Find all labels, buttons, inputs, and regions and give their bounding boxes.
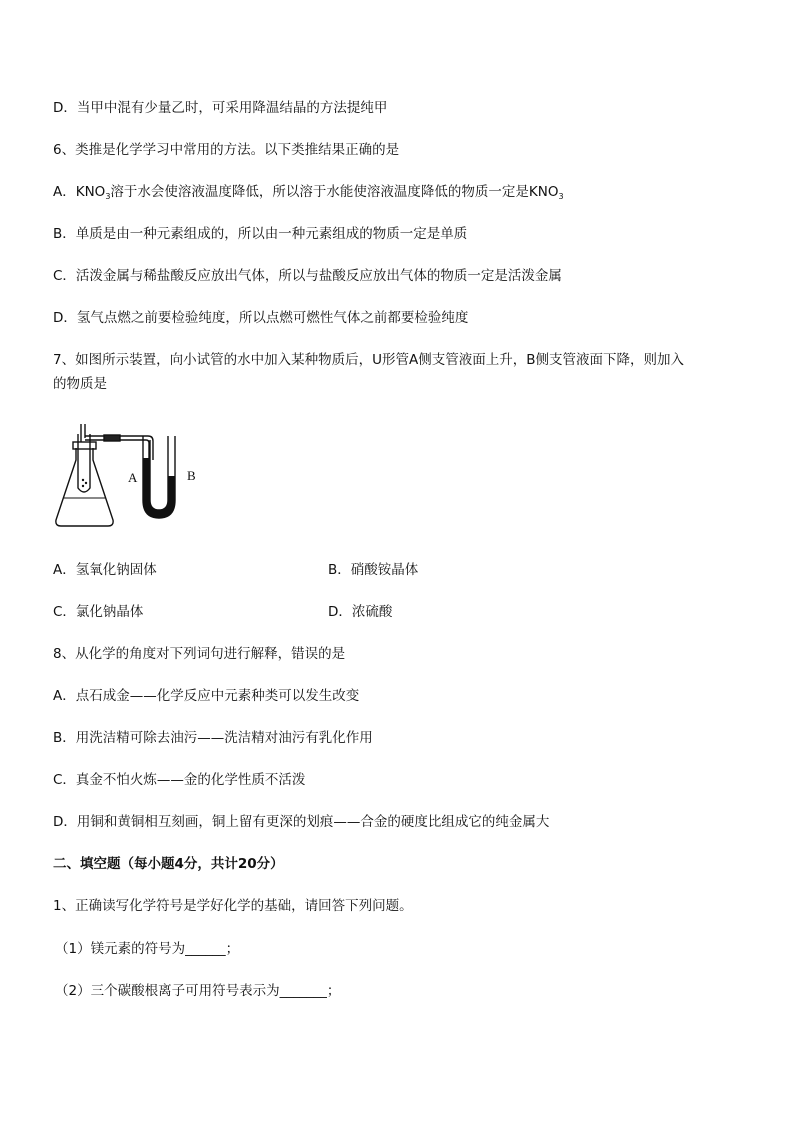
q7-stem-line-2: 的物质是 [53,376,107,392]
q7-stem-line-1: 7、如图所示装置，向小试管的水中加入某种物质后，U形管A侧支管液面上升，B侧支管液面下降，则加入 [53,352,684,368]
q7-option-b: B．硝酸铵晶体 [328,562,419,578]
rubber-joint [104,435,120,441]
fill-q1-stem: 1、正确读写化学符号是学好化学的基础，请回答下列问题。 [53,898,413,914]
q7-option-c: C．氯化钠晶体 [53,604,144,620]
q6-option-c: C．活泼金属与稀盐酸反应放出气体，所以与盐酸反应放出气体的物质一定是活泼金属 [53,268,562,284]
label-a: A [128,470,138,485]
fill-q1-part-2: （2）三个碳酸根离子可用符号表示为_______； [55,983,341,999]
q6-option-d: D．氢气点燃之前要检验纯度，所以点燃可燃性气体之前都要检验纯度 [53,310,469,326]
fill-q1-part-1: （1）镁元素的符号为______； [55,941,240,957]
flask-outline [56,448,113,526]
q7-option-d: D．浓硫酸 [328,604,393,620]
q6-option-b: B．单质是由一种元素组成的，所以由一种元素组成的物质一定是单质 [53,226,468,242]
u-tube-liquid [143,458,175,518]
q5-option-d: D．当甲中混有少量乙时，可采用降温结晶的方法提纯甲 [53,100,388,116]
small-test-tube [78,434,90,492]
q7-option-a: A．氢氧化钠固体 [53,562,157,578]
q6-option-a [53,183,564,201]
label-b: B [187,468,196,483]
q8-option-d: D．用铜和黄铜相互刻画，铜上留有更深的划痕——合金的硬度比组成它的纯金属大 [53,814,550,830]
q8-option-a: A．点石成金——化学反应中元素种类可以发生改变 [53,688,360,704]
flask-stopper [73,442,96,449]
q6-option-a-text-1: A．KNO [53,184,106,200]
q6-stem: 6、类推是化学学习中常用的方法。以下类推结果正确的是 [53,142,400,158]
q8-option-c: C．真金不怕火炼——金的化学性质不活泼 [53,772,306,788]
section-2-heading: 二、填空题（每小题4分，共计20分） [53,856,284,872]
q6-option-a-text-2: 溶于水会使溶液温度降低，所以溶于水能使溶液温度降低的物质一定是KNO [110,184,559,200]
q6-option-a-subscript-2: 3 [558,192,564,201]
u-tube-apparatus-figure [50,420,210,532]
q8-option-b: B．用洗洁精可除去油污——洗洁精对油污有乳化作用 [53,730,373,746]
q6-option-a-subscript-1: 3 [105,192,111,201]
q8-stem: 8、从化学的角度对下列词句进行解释，错误的是 [53,646,346,662]
